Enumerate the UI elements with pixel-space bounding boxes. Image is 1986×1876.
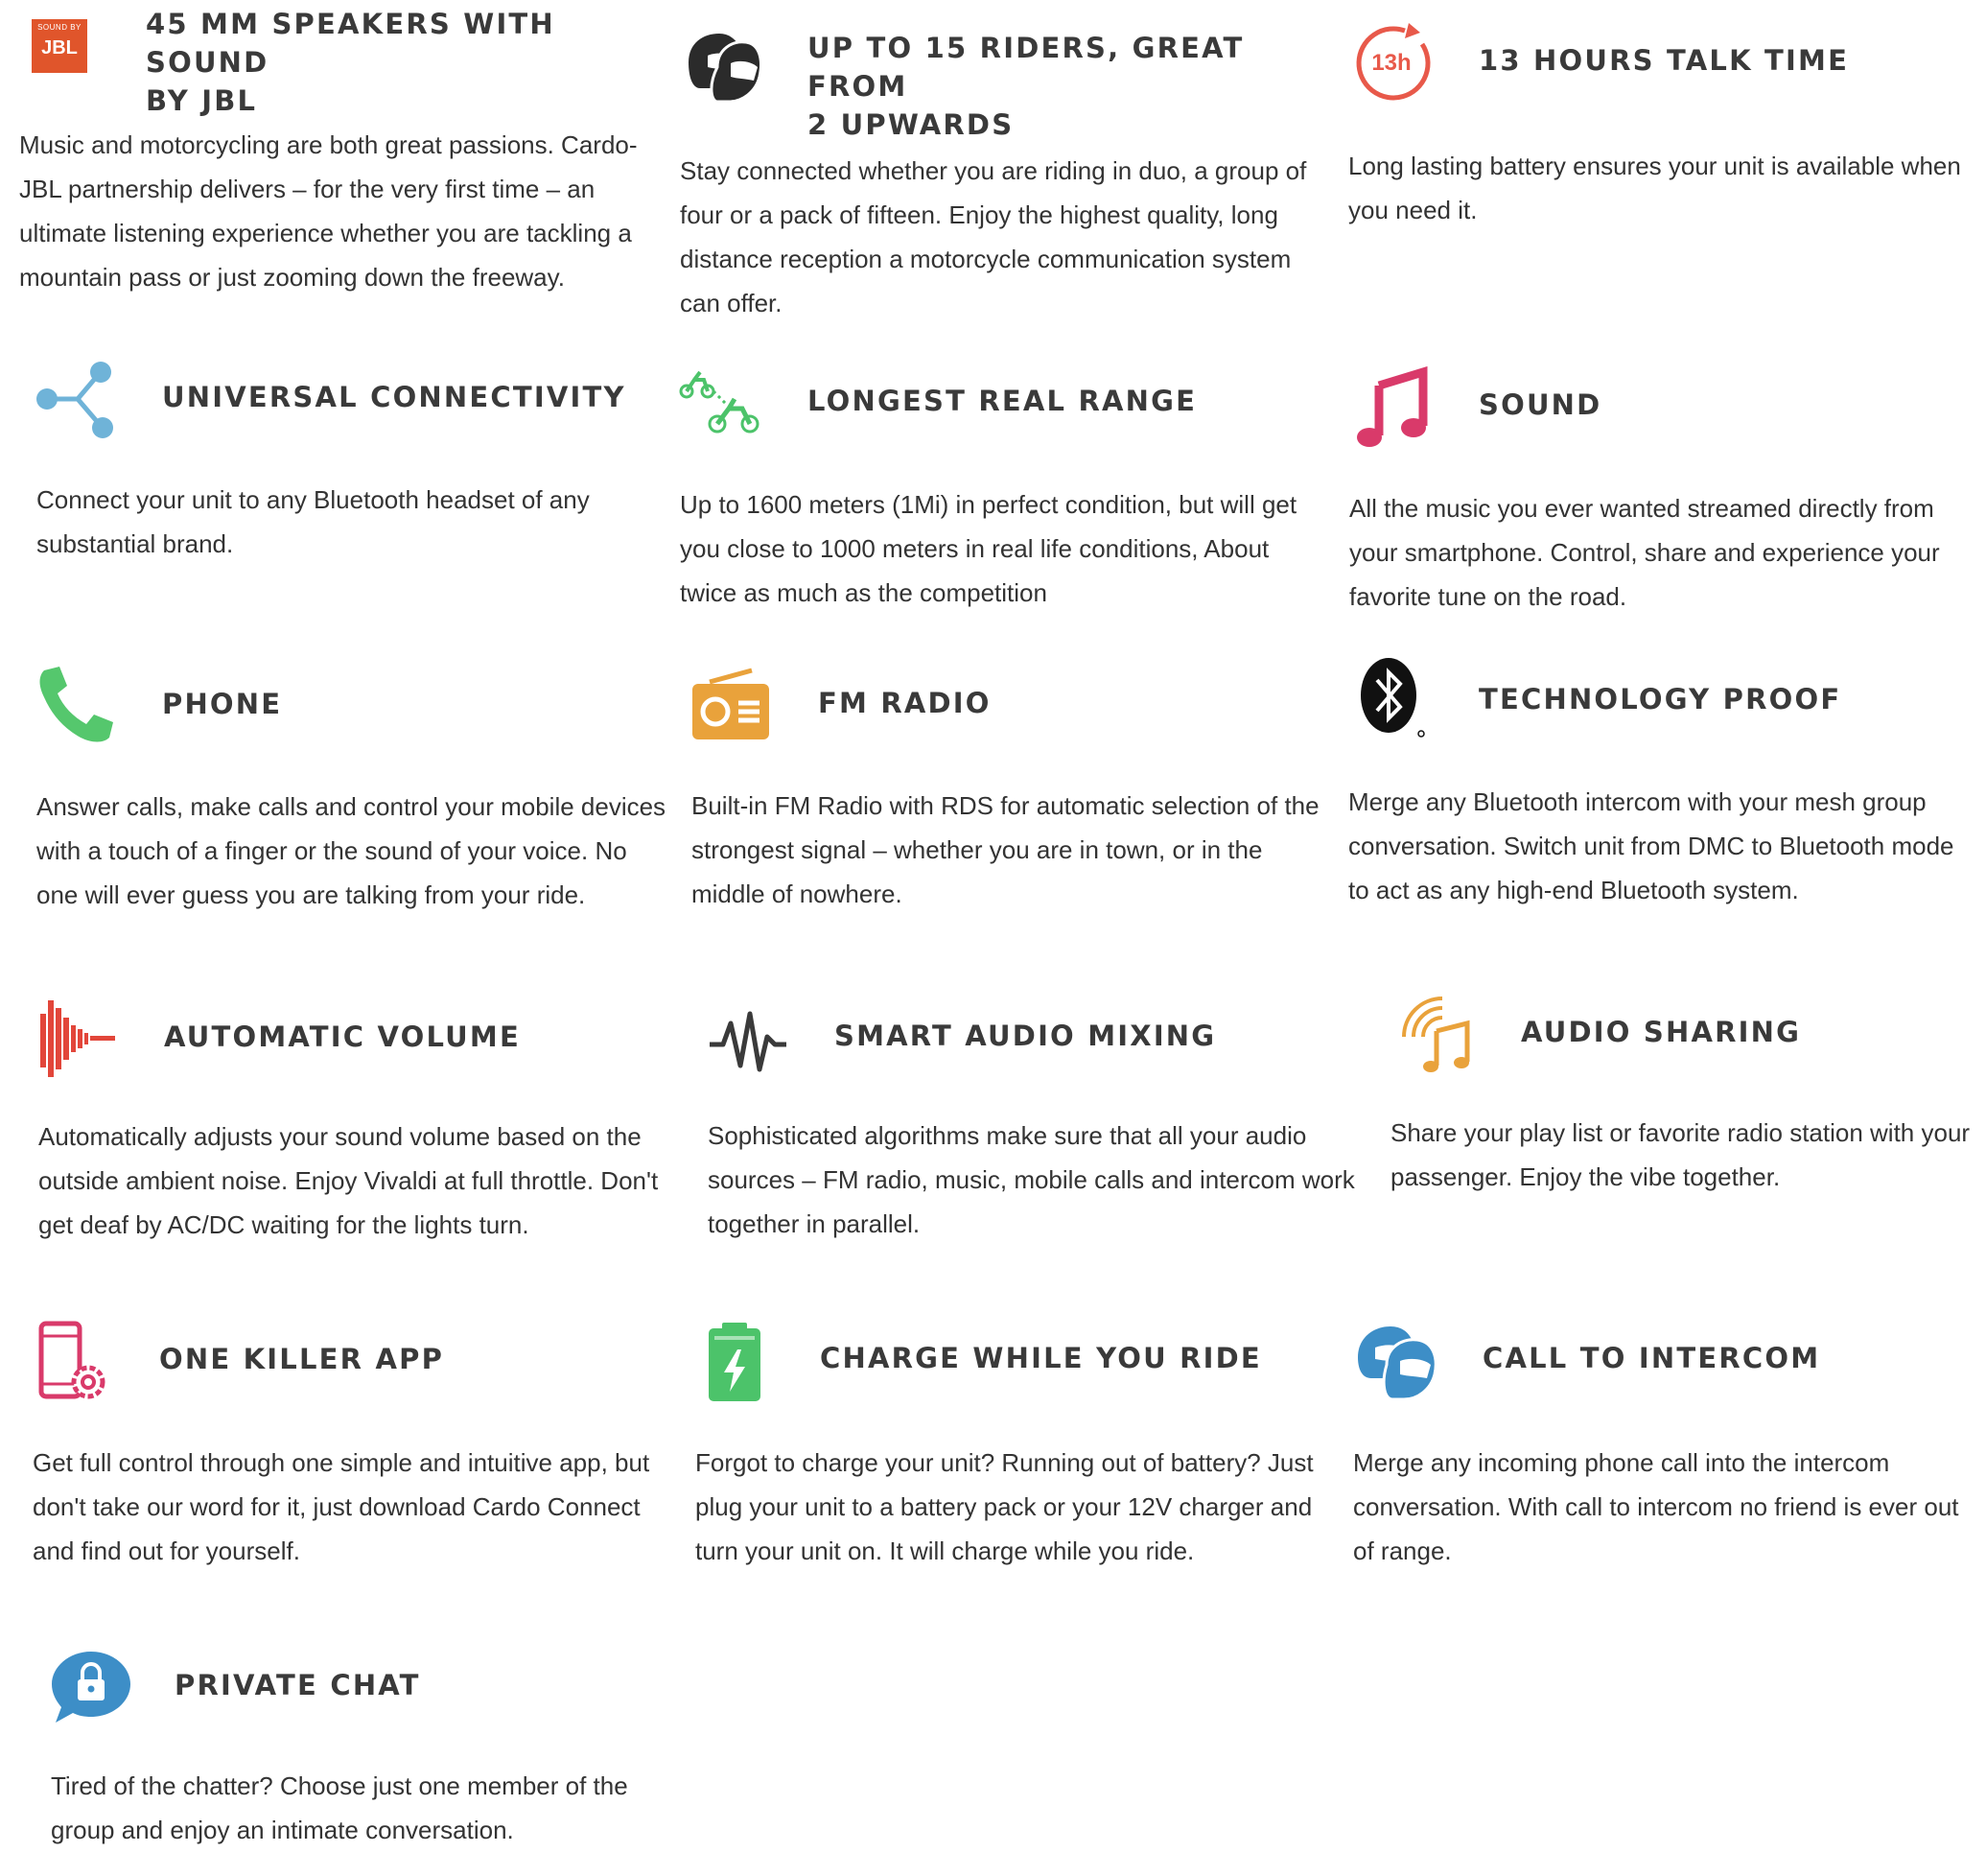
feature-title: LONGEST REAL RANGE	[807, 385, 1198, 417]
feature-description: Automatically adjusts your sound volume based on the outside ambient noise. Enjoy Vivaldi at full throttle. Don't get deaf by AC/DC waiting for the lights turn.	[38, 1122, 659, 1239]
feature-title: SOUND	[1479, 388, 1602, 421]
feature-description: Built-in FM Radio with RDS for automatic selection of the strongest signal – whether you are in town, or in the middle of nowhere.	[691, 791, 1320, 908]
feature-title: 13 HOURS TALK TIME	[1479, 44, 1850, 77]
feature-description: Music and motorcycling are both great passions. Cardo-JBL partnership delivers – for the very first time – an ultimate listening experience whether you are tackling a mountain pass or just zooming down the freeway.	[19, 130, 638, 292]
feature-title: FM RADIO	[818, 687, 992, 719]
motorcycles-range-icon	[679, 368, 761, 435]
feature-description: Stay connected whether you are riding in duo, a group of four or a pack of fifteen. Enjoy the highest quality, long distance reception a motorcycle communication system can offer.	[680, 156, 1307, 317]
feature-title: CHARGE WHILE YOU RIDE	[820, 1342, 1262, 1374]
pulse-icon	[708, 1008, 788, 1075]
helmets-icon	[679, 29, 763, 107]
sound-wave-icon	[38, 998, 117, 1079]
battery-charge-icon	[707, 1321, 762, 1403]
radio-icon	[690, 667, 771, 743]
feature-description: Get full control through one simple and intuitive app, but don't take our word for it, just download Cardo Connect and find out for yourself.	[33, 1448, 650, 1565]
feature-description: All the music you ever wanted streamed directly from your smartphone. Control, share and experience your favorite tune on the road.	[1349, 494, 1940, 611]
feature-title: PHONE	[162, 688, 283, 720]
feature-title: UP TO 15 RIDERS, GREAT FROM 2 UPWARDS	[807, 32, 1245, 141]
feature-description: Connect your unit to any Bluetooth headset of any substantial brand.	[36, 485, 590, 558]
phone-icon	[36, 665, 117, 745]
feature-description: Sophisticated algorithms make sure that all your audio sources – FM radio, music, mobile calls and intercom work together in parallel.	[708, 1121, 1355, 1238]
feature-title: AUDIO SHARING	[1521, 1016, 1802, 1048]
feature-title: SMART AUDIO MIXING	[834, 1020, 1217, 1052]
audio-share-icon	[1398, 993, 1479, 1073]
feature-title: ONE KILLER APP	[159, 1343, 445, 1375]
feature-description: Forgot to charge your unit? Running out of battery? Just plug your unit to a battery pack or your 12V charger and turn your unit on. It will charge while you ride.	[695, 1448, 1314, 1565]
phone-settings-icon	[38, 1321, 109, 1401]
feature-description: Up to 1600 meters (1Mi) in perfect condition, but will get you close to 1000 meters in real life conditions, About twice as much as the competition	[680, 490, 1297, 607]
helmets-blue-icon	[1354, 1323, 1440, 1403]
feature-description: Merge any Bluetooth intercom with your mesh group conversation. Switch unit from DMC to Bluetooth mode to act as any high-end Bluetooth system.	[1348, 787, 1954, 904]
feature-description: Long lasting battery ensures your unit is available when you need it.	[1348, 152, 1961, 224]
feature-title: CALL TO INTERCOM	[1483, 1342, 1821, 1374]
music-note-icon	[1356, 366, 1433, 449]
feature-description: Merge any incoming phone call into the intercom conversation. With call to intercom no friend is ever out of range.	[1353, 1448, 1959, 1565]
feature-description: Answer calls, make calls and control your mobile devices with a touch of a finger or the sound of your voice. No one will ever guess you are talking from your ride.	[36, 792, 666, 909]
jbl-logo-icon: SOUND BY JBL	[32, 19, 87, 73]
feature-title: UNIVERSAL CONNECTIVITY	[162, 381, 626, 413]
svg-text:13h: 13h	[1371, 50, 1412, 76]
clock-13h-icon	[1349, 19, 1434, 104]
bluetooth-icon	[1358, 657, 1425, 739]
lock-chat-icon	[50, 1648, 132, 1726]
feature-description: Tired of the chatter? Choose just one member of the group and enjoy an intimate conversation.	[51, 1771, 628, 1844]
feature-title: PRIVATE CHAT	[175, 1669, 421, 1701]
feature-description: Share your play list or favorite radio station with your passenger. Enjoy the vibe together.	[1390, 1118, 1971, 1191]
feature-title: TECHNOLOGY PROOF	[1479, 683, 1842, 715]
share-icon	[35, 359, 118, 441]
feature-title: 45 MM SPEAKERS WITH SOUND BY JBL	[146, 8, 555, 117]
feature-title: AUTOMATIC VOLUME	[164, 1020, 521, 1053]
